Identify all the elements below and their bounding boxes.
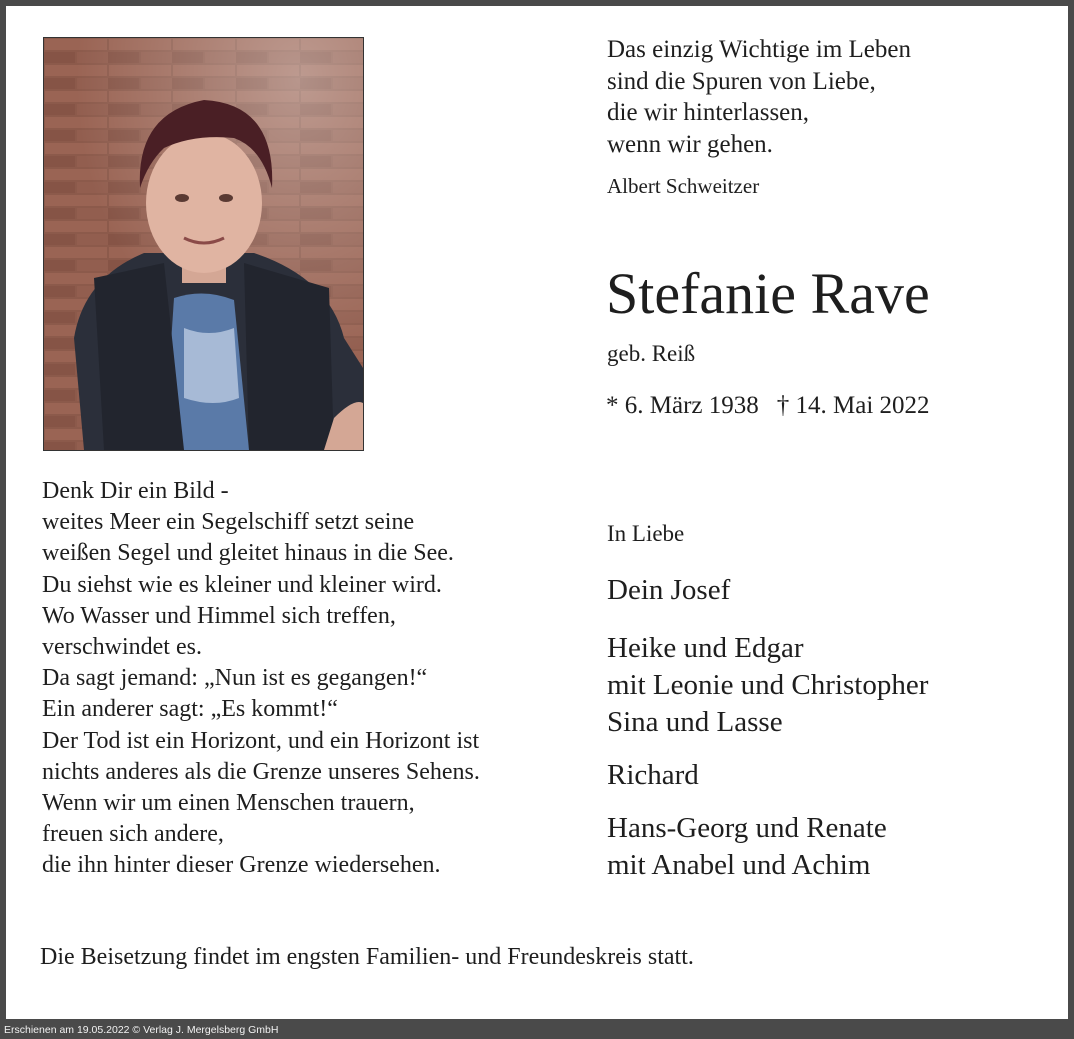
funeral-note: Die Beisetzung findet im engsten Familien- und Freundeskreis statt. xyxy=(40,944,694,970)
poem-line: nichts anderes als die Grenze unseres Sehens. xyxy=(42,758,480,785)
mourner-group xyxy=(607,630,928,741)
birth-name: geb. Reiß xyxy=(607,341,696,366)
quote xyxy=(607,34,911,160)
death-date: † 14. Mai 2022 xyxy=(776,392,930,419)
publication-footer: Erschienen am 19.05.2022 © Verlag J. Mergelsberg GmbH xyxy=(4,1024,279,1036)
mourner-name: mit Anabel und Achim xyxy=(607,849,871,881)
life-dates xyxy=(606,392,930,420)
obituary-card xyxy=(6,6,1068,1019)
mourner-group xyxy=(607,757,699,794)
quote-line: sind die Spuren von Liebe, xyxy=(607,67,876,95)
mourner-name: Heike und Edgar xyxy=(607,632,804,664)
poem-line: Ein anderer sagt: „Es kommt!“ xyxy=(42,696,338,723)
portrait-photo xyxy=(43,37,364,451)
deceased-name: Stefanie Rave xyxy=(606,261,930,326)
poem-line: Der Tod ist ein Horizont, und ein Horizont ist xyxy=(42,727,480,754)
poem-line: verschwindet es. xyxy=(42,634,202,661)
poem-line: Da sagt jemand: „Nun ist es gegangen!“ xyxy=(42,665,428,692)
poem-line: Wenn wir um einen Menschen trauern, xyxy=(42,790,415,817)
mourner-name: Hans-Georg und Renate xyxy=(607,812,887,844)
poem-line: freuen sich andere, xyxy=(42,821,224,848)
mourner-name: Sina und Lasse xyxy=(607,706,783,738)
poem-line: Wo Wasser und Himmel sich treffen, xyxy=(42,602,396,629)
birth-date: * 6. März 1938 xyxy=(606,392,759,419)
poem-line: weißen Segel und gleitet hinaus in die See. xyxy=(42,540,454,567)
quote-line: Das einzig Wichtige im Leben xyxy=(607,36,911,63)
quote-line: die wir hinterlassen, xyxy=(607,99,810,126)
poem-line: die ihn hinter dieser Grenze wiedersehen. xyxy=(42,852,441,879)
mourners-intro: In Liebe xyxy=(607,521,685,546)
poem xyxy=(42,476,480,882)
quote-line: wenn wir gehen. xyxy=(607,130,773,158)
mourner-name: mit Leonie und Christopher xyxy=(607,669,929,701)
quote-author: Albert Schweitzer xyxy=(607,174,760,198)
poem-line: weites Meer ein Segelschiff setzt seine xyxy=(42,509,415,536)
mourner-group xyxy=(607,810,887,884)
poem-line: Denk Dir ein Bild - xyxy=(42,478,229,504)
mourner-group xyxy=(607,572,730,609)
mourner-name: Dein Josef xyxy=(607,574,731,606)
poem-line: Du siehst wie es kleiner und kleiner wird. xyxy=(42,571,442,598)
mourner-name: Richard xyxy=(607,759,699,791)
